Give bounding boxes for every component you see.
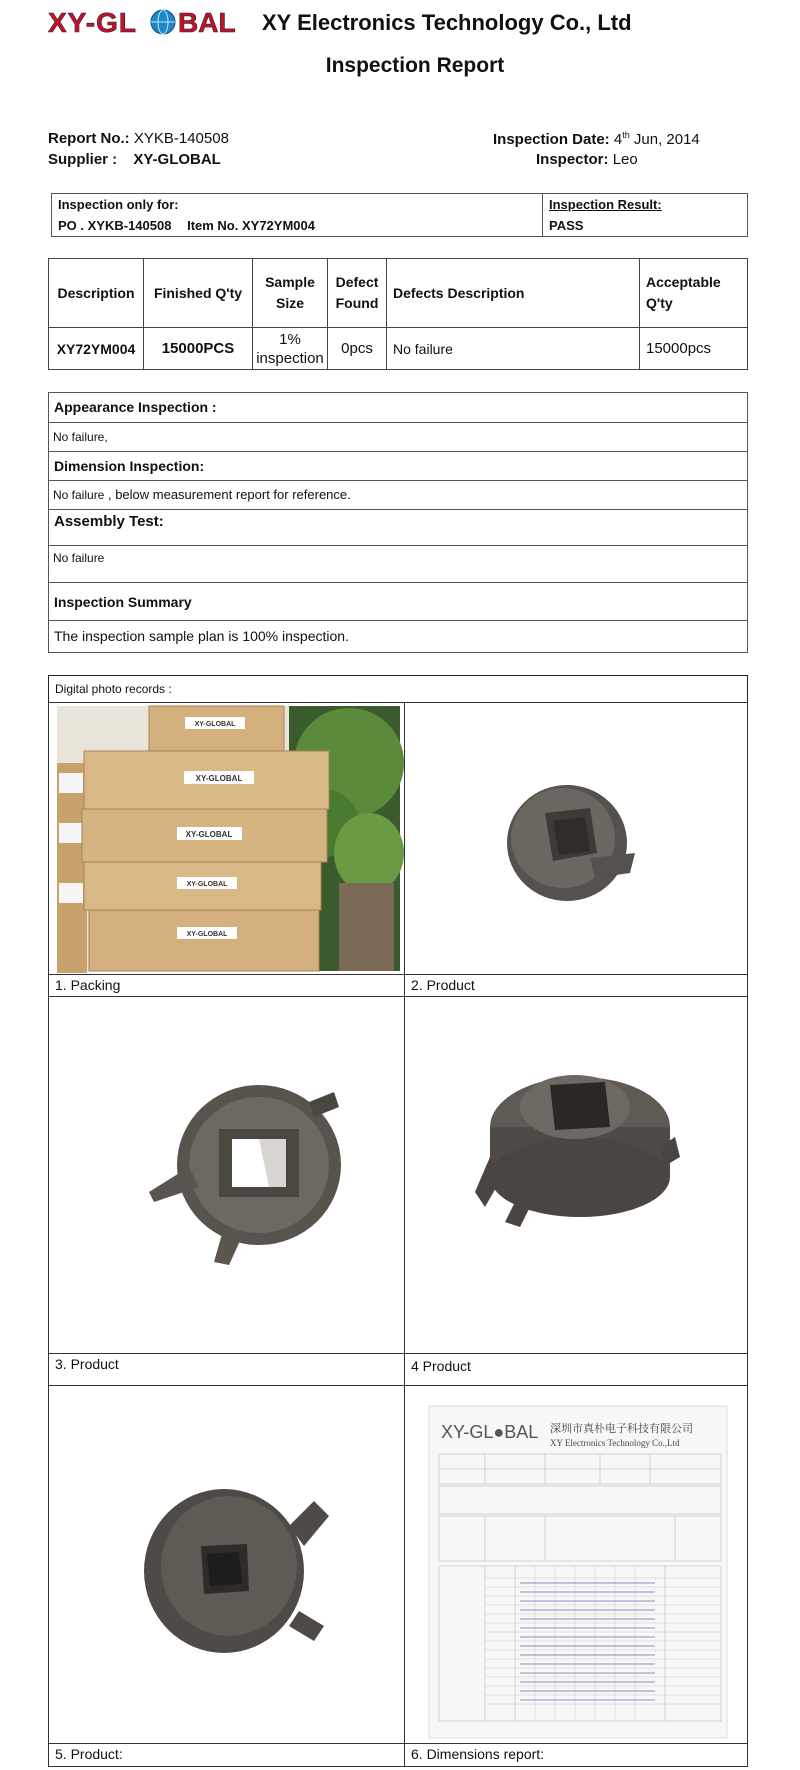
th-finished: Finished Q'ty: [144, 259, 253, 328]
photo-records-title: Digital photo records :: [48, 675, 748, 703]
page-title: Inspection Report: [325, 54, 505, 77]
report-no-label: Report No.:: [48, 130, 130, 147]
th-sample-l2: Size: [275, 295, 304, 311]
th-sample-size: [253, 259, 328, 328]
po-line: [58, 218, 315, 233]
th-defect-found: [328, 259, 387, 328]
inspector-line: [536, 151, 638, 168]
td-sample-l1: 1%: [279, 330, 301, 348]
inspection-for-label: Inspection only for:: [58, 197, 179, 212]
photo-packing: [48, 702, 405, 975]
svg-text:XY-GLOBAL: XY-GLOBAL: [186, 931, 228, 938]
caption-4: 4 Product: [404, 1353, 748, 1386]
td-defects-desc: No failure: [387, 328, 640, 370]
td-finished: 15000PCS: [144, 328, 253, 370]
svg-text:XY-GLOBAL: XY-GLOBAL: [186, 881, 228, 888]
report-no-line: [48, 130, 229, 147]
supplier-line: [48, 151, 221, 168]
photo-product-3: [48, 996, 405, 1354]
result-value: PASS: [549, 218, 584, 233]
company-name: XY Electronics Technology Co., Ltd: [262, 10, 632, 35]
th-acceptable: [640, 259, 748, 328]
th-defect-l1: Defect: [335, 274, 379, 290]
assembly-title: Assembly Test:: [48, 509, 748, 546]
svg-text:深圳市真朴电子科技有限公司: 深圳市真朴电子科技有限公司: [550, 1422, 693, 1435]
supplier-value: XY-GLOBAL: [133, 151, 221, 168]
dimension-text-b: , below measurement report for reference.: [104, 487, 351, 502]
inspector-label: Inspector:: [536, 151, 609, 168]
inspection-for-box: [51, 193, 748, 237]
appearance-title: Appearance Inspection :: [48, 392, 748, 423]
date-rest: Jun, 2014: [629, 131, 700, 148]
photo-dimensions-report: [404, 1385, 748, 1744]
th-defect-l2: Found: [335, 295, 379, 311]
photo-product-2: [404, 702, 748, 975]
caption-1: 1. Packing: [48, 974, 405, 997]
dimension-text: [48, 480, 748, 510]
summary-header-row: [49, 259, 748, 328]
summary-title: Inspection Summary: [48, 582, 748, 621]
caption-6: 6. Dimensions report:: [404, 1743, 748, 1767]
td-acceptable: 15000pcs: [640, 328, 748, 370]
svg-text:XY-GLOBAL: XY-GLOBAL: [194, 721, 236, 728]
caption-5: 5. Product:: [48, 1743, 405, 1767]
dimension-title: Dimension Inspection:: [48, 451, 748, 481]
td-sample-l2: inspection: [256, 349, 324, 367]
svg-text:BAL: BAL: [178, 7, 236, 38]
svg-text:XY Electronics Technology Co.,: XY Electronics Technology Co.,Ltd: [550, 1438, 680, 1448]
caption-2: 2. Product: [404, 974, 748, 997]
supplier-label: Supplier :: [48, 151, 118, 168]
inspection-date-line: [493, 130, 700, 148]
photo-product-5: [48, 1385, 405, 1744]
date-label: Inspection Date:: [493, 131, 610, 148]
svg-text:XY-GL●BAL: XY-GL●BAL: [441, 1422, 539, 1442]
company-logo: [48, 4, 248, 44]
svg-text:XY-GLOBAL: XY-GLOBAL: [195, 774, 243, 783]
td-defect: 0pcs: [328, 328, 387, 370]
item-value: Item No. XY72YM004: [187, 218, 315, 233]
date-sup: th: [622, 130, 630, 140]
caption-3: 3. Product: [48, 1353, 405, 1386]
td-sample: [253, 328, 328, 370]
svg-text:XY-GL: XY-GL: [48, 7, 138, 38]
th-sample-l1: Sample: [265, 274, 315, 290]
report-no-value: XYKB-140508: [133, 130, 229, 147]
appearance-text: No failure,: [48, 422, 748, 452]
td-description: XY72YM004: [49, 328, 144, 370]
photo-product-4: [404, 996, 748, 1354]
result-label: Inspection Result:: [549, 197, 662, 212]
th-description: Description: [49, 259, 144, 328]
summary-table: [48, 258, 748, 370]
summary-data-row: [49, 328, 748, 370]
summary-text: The inspection sample plan is 100% inspection.: [48, 620, 748, 653]
po-value: PO . XYKB-140508: [58, 218, 172, 233]
svg-text:XY-GLOBAL: XY-GLOBAL: [185, 830, 233, 839]
dimension-text-a: No failure: [53, 488, 105, 502]
th-accept-l2: Q'ty: [646, 295, 673, 311]
inspector-value: Leo: [612, 151, 638, 168]
th-accept-l1: Acceptable: [646, 274, 721, 290]
divider: [542, 194, 543, 236]
date-day: 4: [613, 131, 623, 148]
th-defects-description: Defects Description: [387, 259, 640, 328]
assembly-text: No failure: [48, 545, 748, 583]
